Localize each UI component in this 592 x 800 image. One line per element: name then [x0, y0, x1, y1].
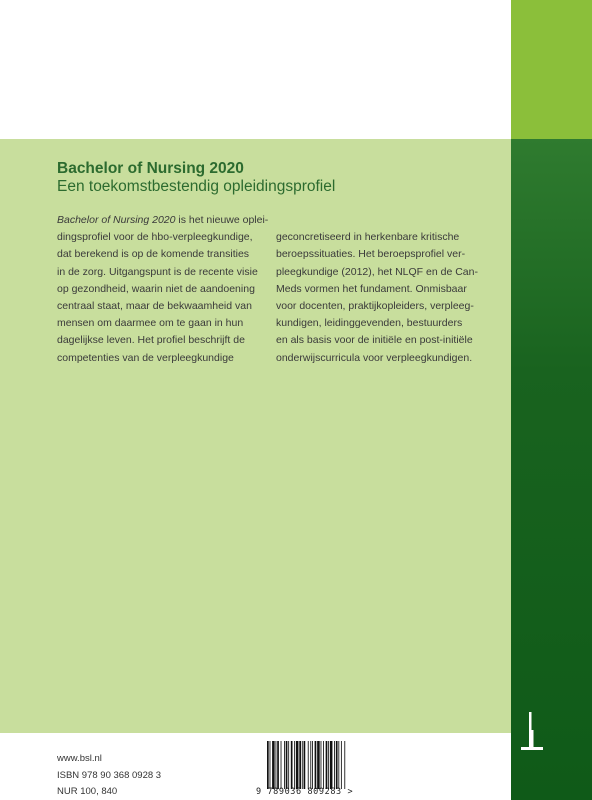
isbn-barcode: [267, 741, 368, 789]
barcode-bar: [326, 741, 328, 789]
barcode-bar: [328, 741, 329, 789]
barcode-bar: [284, 741, 285, 789]
description-line: dat berekend is op de komende transities: [57, 248, 250, 261]
barcode-bar: [291, 741, 293, 789]
description-line: competenties van de verpleegkundige: [57, 351, 234, 364]
barcode-bar: [302, 741, 303, 789]
description-line: mensen om daarmee om te gaan in hun: [57, 317, 244, 330]
description-column-left: [57, 212, 267, 367]
barcode-bar: [294, 741, 295, 789]
spine-top-band: [511, 0, 592, 139]
isbn-number: ISBN 978 90 368 0928 3: [57, 770, 162, 781]
barcode-bar: [312, 741, 313, 789]
barcode-bar: [299, 741, 301, 789]
description-line: centraal staat, maar de bekwaamheid van: [57, 300, 252, 313]
barcode-bar: [270, 741, 271, 789]
description-line: Meds vormen het fundament. Onmisbaar: [276, 282, 467, 295]
description-title-italic: Bachelor of Nursing 2020: [57, 214, 176, 226]
barcode-bar: [321, 741, 322, 789]
barcode-bar: [276, 741, 277, 789]
barcode-bar: [288, 741, 289, 789]
description-line: geconcretiseerd in herkenbare kritische: [276, 231, 460, 244]
barcode-bar: [334, 741, 335, 789]
publisher-logo-icon: [521, 712, 543, 750]
barcode-bar: [281, 741, 282, 789]
book-title: Bachelor of Nursing 2020: [57, 160, 244, 177]
barcode-bar: [308, 741, 309, 789]
description-line: kundigen, leidinggevenden, bestuurders: [276, 317, 463, 330]
spine-dark-band: [511, 139, 592, 800]
barcode-bar: [317, 741, 320, 789]
barcode-bar: [267, 741, 269, 789]
nur-code: NUR 100, 840: [57, 786, 118, 797]
description-line: onderwijscurricula voor verpleegkundigen.: [276, 351, 473, 364]
description-line: dagelijkse leven. Het profiel beschrijft de: [57, 334, 245, 347]
barcode-bar: [286, 741, 288, 789]
publisher-website: www.bsl.nl: [57, 753, 102, 764]
barcode-bar: [341, 741, 342, 789]
barcode-bar: [296, 741, 299, 789]
barcode-bar: [304, 741, 306, 789]
description-line: voor docenten, praktijkopleiders, verpleeg-: [276, 300, 474, 312]
barcode-bar: [338, 741, 339, 789]
description-line: in de zorg. Uitgangspunt is de recente visie: [57, 265, 258, 278]
barcode-digits: 9 789036 809283 >: [256, 787, 354, 797]
barcode-bar: [310, 741, 311, 789]
barcode-bar: [344, 741, 345, 789]
book-subtitle: Een toekomstbestendig opleidingsprofiel: [57, 178, 336, 195]
description-line: pleegkundige (2012), het NLQF en de Can-: [276, 265, 478, 278]
description-text: is het nieuwe oplei-: [175, 214, 269, 226]
description-line: en als basis voor de initiële en post-initiële: [276, 334, 473, 347]
cover-top-area: [0, 0, 511, 139]
description-line: dingsprofiel voor de hbo-verpleegkundige,: [57, 231, 253, 244]
description-line: op gezondheid, waarin niet de aandoening: [57, 282, 255, 295]
description-line: beroepssituaties. Het beroepsprofiel ver-: [276, 248, 466, 261]
barcode-bar: [272, 741, 275, 789]
barcode-bar: [277, 741, 279, 789]
description-column-right: [276, 212, 498, 367]
barcode-bar: [330, 741, 333, 789]
barcode-bar: [323, 741, 324, 789]
barcode-bar: [315, 741, 317, 789]
spacer: [276, 212, 498, 229]
barcode-bar: [336, 741, 338, 789]
description-line: [57, 212, 267, 229]
